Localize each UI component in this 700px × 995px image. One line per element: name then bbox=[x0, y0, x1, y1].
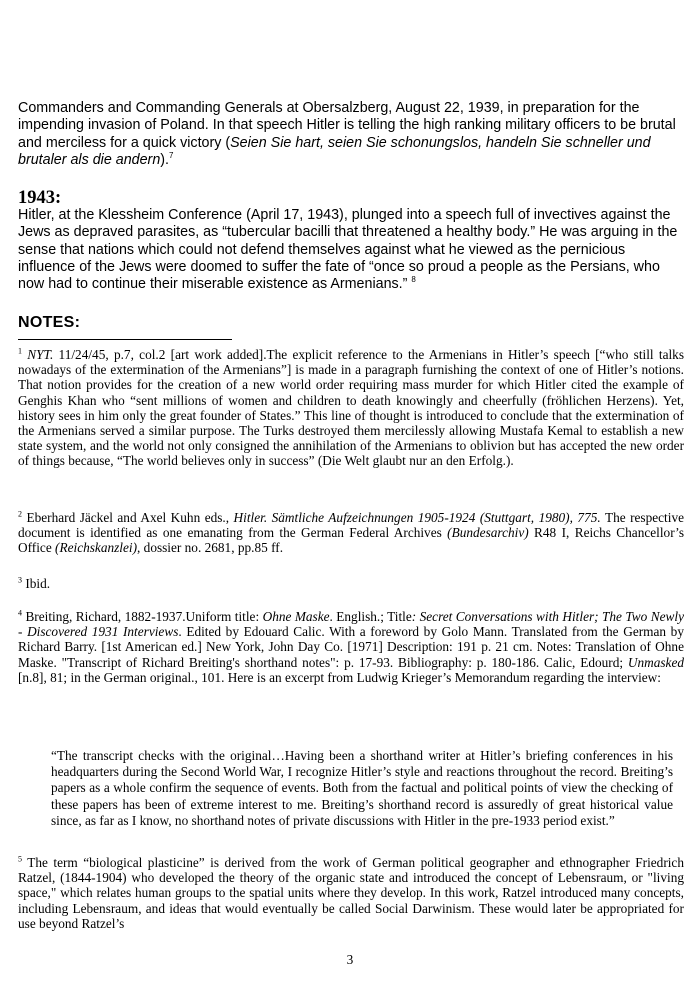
footnote-1 bbox=[18, 347, 684, 469]
footnote-4-text-c: . Edited by Edouard Calic. With a foreword by Golo Mann. Translated from the German by Richard Barry. [1st American ed.] New York, John Day Co. [1971] Description: 191 p. 21 cm. Notes: Translation of Ohne Maske. "Transcript of Richard Breiting's shorthand notes": p. 17-93. Bibliography: p. 180-186. Calic, Edourd; bbox=[18, 624, 684, 670]
footnote-2-text-c: R48 I, Reichs Chancellor’s Office bbox=[18, 525, 684, 556]
section-heading-1943: 1943: bbox=[18, 188, 62, 208]
footnote-2-text-a: Eberhard Jäckel and Axel Kuhn eds., bbox=[26, 510, 234, 525]
block-quote: “The transcript checks with the original…Having been a shorthand writer at Hitler’s briefing conferences in his headquarters during the Second World War, I recognize Hitler’s style and reactions throughout the record. Breiting’s papers as a whole confirm the sequence of events. Both from the factual and political points of view the checking of these papers has been of extreme interest to me. Breiting’s shorthand record is assuredly of great historical value since, as far as I know, no shorthand notes of private discussions with Hitler in the pre-1933 period exist.” bbox=[51, 748, 673, 828]
paragraph-1943-text: Hitler, at the Klessheim Conference (April 17, 1943), plunged into a speech full of invectives against the Jews as depraved parasites, as “tubercular bacilli that threatened a healthy body.” He was arguing in the sense that nations which could not defend themselves against what he viewed as the pernicious influence of the Jews were doomed to suffer the fate of “once so proud a people as the Persians, who now had to continue their miserable existence as Armenians.” bbox=[18, 207, 678, 293]
intro-text: Commanders and Commanding Generals at Obersalzberg, August 22, 1939, in preparation for the impending invasion of Poland. In that speech Hitler is telling the high ranking military officers to be brutal and merciless for a quick victory ( bbox=[18, 100, 676, 151]
page-number: 3 bbox=[346, 952, 354, 967]
intro-end: ). bbox=[160, 151, 169, 168]
footnote-5-text: The term “biological plasticine” is derived from the work of German political geographer and ethnographer Friedrich Ratzel, (1844-1904) who developed the theory of the organic state and introduced the concept of Lebensraum, or "living space," which relates human groups to the spatial units where they develop. In this work, Ratzel introduced many concepts, including Lebensraum, and ideas that would eventually be called Social Darwinism. These would later be appropriated for use beyond Ratzel’s bbox=[18, 855, 684, 931]
footnote-4-title: : Secret Conversations with Hitler; The Two Newly - Discovered 1931 Interviews bbox=[18, 609, 684, 640]
footnote-ref-8[interactable]: 8 bbox=[411, 275, 416, 285]
footnote-number: 5 bbox=[18, 854, 22, 864]
footnote-divider bbox=[18, 339, 232, 340]
paragraph-1943 bbox=[18, 207, 684, 293]
footnote-1-source: NYT. bbox=[27, 347, 54, 362]
footnote-2-title: Hitler. Sämtliche Aufzeichnungen 1905-1924 (Stuttgart, 1980), 775. bbox=[233, 510, 601, 525]
footnote-number: 3 bbox=[18, 575, 22, 585]
footnote-number: 4 bbox=[18, 608, 22, 618]
footnote-4-text-b: . English.; Title bbox=[329, 609, 412, 624]
footnote-4-text-a: Breiting, Richard, 1882-1937.Uniform title: bbox=[25, 609, 263, 624]
intro-paragraph bbox=[18, 100, 684, 169]
footnote-4-unmasked: Unmasked bbox=[627, 654, 684, 670]
footnote-4-text-d: [n.8], 81; in the German original., 101. Here is an excerpt from Ludwig Krieger’s Memorandum regarding the interview: bbox=[18, 669, 661, 685]
footnote-2-office: (Reichskanzlei) bbox=[55, 540, 138, 556]
footnote-ref-7[interactable]: 7 bbox=[169, 151, 174, 161]
footnote-1-text: 11/24/45, p.7, col.2 [art work added].The explicit reference to the Armenians in Hitler’s speech [“who still talks nowadays of the extermination of the Armenians”] is made in a paragraph furnishing the context of one of Hitler’s notions. That notion provides for the creation of a new world order requiring mass murder for which Hitler cited the example of Genghis Khan who “sent millions of women and children to death knowingly and cheerfully (fröhlichen Herzens). Yet, history sees in him only the great founder of States.” This line of thought is introduced to conclude that the extermination of the Armenians served a similar purpose. The Turks destroyed them mercilessly allowing Mustafa Kemal to establish a new state system, and the world not only consigned the annihilation of the Armenians to oblivion but has accepted the new order of things because, “The world believes only in success” (Die Welt glaubt nur an den Erfolg.). bbox=[18, 347, 684, 469]
footnote-3 bbox=[18, 576, 684, 591]
intro-german-quote: Seien Sie hart, seien Sie schonungslos, handeln Sie schneller und brutaler als die andern bbox=[18, 134, 651, 168]
footnote-5 bbox=[18, 855, 684, 931]
footnote-number: 2 bbox=[18, 509, 22, 519]
footnote-2-text-d: , dossier no. 2681, pp.85 ff. bbox=[137, 540, 284, 556]
footnote-3-text: Ibid. bbox=[25, 576, 51, 591]
footnote-4 bbox=[18, 609, 684, 685]
notes-heading: NOTES: bbox=[18, 314, 81, 331]
footnote-4-uniform-title: Ohne Maske bbox=[262, 609, 330, 624]
footnote-2-text-b: The respective document is identified as one emanating from the German Federal Archives bbox=[18, 510, 684, 541]
footnote-2 bbox=[18, 510, 684, 556]
footnote-2-archive: (Bundesarchiv) bbox=[447, 525, 529, 541]
footnote-number: 1 bbox=[18, 346, 22, 356]
